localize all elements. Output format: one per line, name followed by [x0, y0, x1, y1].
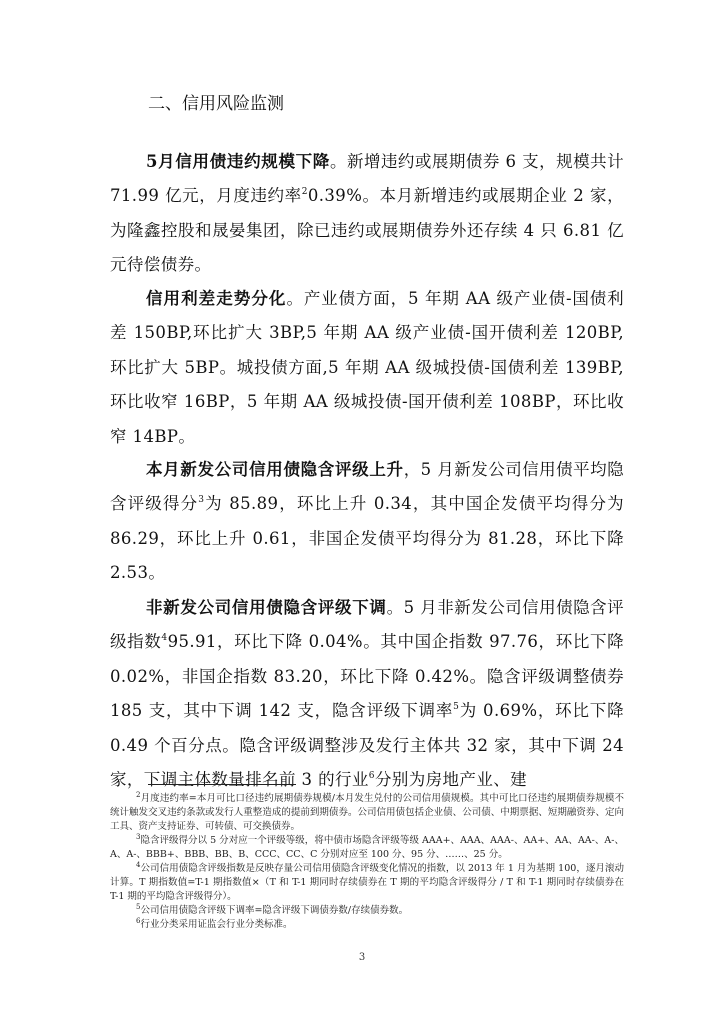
footnote-text: 公司信用债隐含评级下调率=隐含评级下调债券数/存续债券数。 — [140, 905, 409, 916]
footnote — [110, 834, 624, 862]
paragraph-lead: 本月新发公司信用债隐含评级上升 — [146, 459, 404, 479]
paragraph-lead: 信用利差走势分化 — [146, 288, 287, 308]
paragraph-text: 95.91，环比下降 0.04%。其中国企指数 97.76，环比下降 0.02%，非国企指数 83.20，环比下降 0.42%。隐含评级调整债券 185 支，其中下调 142 支，隐含评级下调率 — [110, 632, 625, 720]
paragraph-lead: 5月信用债违约规模下降 — [146, 151, 330, 171]
paragraph-text: ，5 月新发公司信用债平均隐含评级得分 — [110, 459, 625, 513]
paragraph-text: 。新增违约或展期债券 6 支，规模共计 71.99 亿元，月度违约率 — [110, 151, 624, 205]
footnote-text: 隐含评级得分以 5 分对应一个评级等级，将中债市场隐含评级等级 AAA+、AAA、AAA-、AA+、AA、AA-、A-、A、A-、BBB+、BBB、BB、B、CCC、CC、C 分别对应至 100 分、95 分、……、25 分。 — [110, 835, 624, 860]
section-heading: 二、信用风险监测 — [148, 94, 284, 114]
paragraph-default-scale — [110, 145, 624, 283]
paragraph-existing-rating — [110, 591, 624, 798]
footnote-mark: 2 — [136, 791, 141, 799]
paragraph-text: 分别为房地产业、建 — [374, 770, 528, 789]
footnote — [110, 904, 624, 918]
footnote-text: 月度违约率=本月可比口径违约展期债券规模/本月发生兑付的公司信用债规模。其中可比口径违约展期债券规模不统计触发交叉违约条款或发行人重整造成的提前到期债券。公司信用债包括企业债、公司债、中期票据、短期融资券、定向工具、资产支持证券、可转债、可交换债券。 — [110, 793, 624, 832]
paragraph-text: 为 85.89，环比上升 0.34，其中国企发债平均得分为 86.29，环比上升 0.61，非国企发债平均得分为 81.28，环比下降 2.53。 — [110, 494, 624, 582]
footnote — [110, 792, 624, 834]
footnotes — [110, 792, 624, 932]
paragraph-text: 。5 月非新发公司信用债隐含评级指数 — [110, 597, 624, 651]
paragraph-text: 为 0.69%，环比下降 0.49 个百分点。隐含评级调整涉及发行主体共 32 家，其中下调 24 家，下调主体数量排名前 3 的行业 — [110, 701, 624, 789]
footnote-mark: 4 — [136, 861, 141, 869]
footnote-mark: 3 — [136, 833, 141, 841]
paragraph-text: 。产业债方面，5 年期 AA 级产业债-国债利差 150BP,环比扩大 3BP,5 年期 AA 级产业债-国开债利差 120BP,环比扩大 5BP。城投债方面,5 年期 AA 级城投债-国债利差 139BP,环比收窄 16BP，5 年期 AA 级城投债-国开债利差 108BP，环比收窄 14BP。 — [110, 288, 624, 446]
page-number: 3 — [358, 952, 366, 963]
paragraph-new-issue-rating — [110, 453, 624, 591]
footnote-text: 行业分类采用证监会行业分类标准。 — [140, 919, 293, 930]
paragraph-text: 0.39%。本月新增违约或展期企业 2 家，为隆鑫控股和晟晏集团，除已违约或展期债券外还存续 4 只 6.81 亿元待偿债券。 — [110, 186, 624, 274]
footnote-ref: 2 — [301, 187, 308, 197]
footnote — [110, 862, 624, 904]
footnote-text: 公司信用债隐含评级指数是反映存量公司信用债隐含评级变化情况的指数，以 2013 年 1 月为基期 100，逐月滚动计算。T 期指数值=T-1 期指数值×（T 和 T-1 期同时存续债券在 T 期的平均隐含评级得分 / T 和 T-1 期同时存续债券在 T-1 期的平均隐含评级得分）。 — [110, 863, 624, 902]
footnote-mark: 5 — [136, 903, 141, 911]
footnote-ref: 3 — [198, 495, 205, 505]
footnote-divider — [148, 784, 296, 785]
footnote-ref: 6 — [368, 771, 375, 781]
footnote-ref: 4 — [161, 633, 168, 643]
footnote — [110, 918, 624, 932]
paragraph-credit-spread — [110, 282, 624, 455]
footnote-mark: 6 — [136, 917, 141, 925]
footnote-ref: 5 — [453, 702, 460, 712]
paragraph-lead: 非新发公司信用债隐含评级下调 — [146, 597, 387, 617]
